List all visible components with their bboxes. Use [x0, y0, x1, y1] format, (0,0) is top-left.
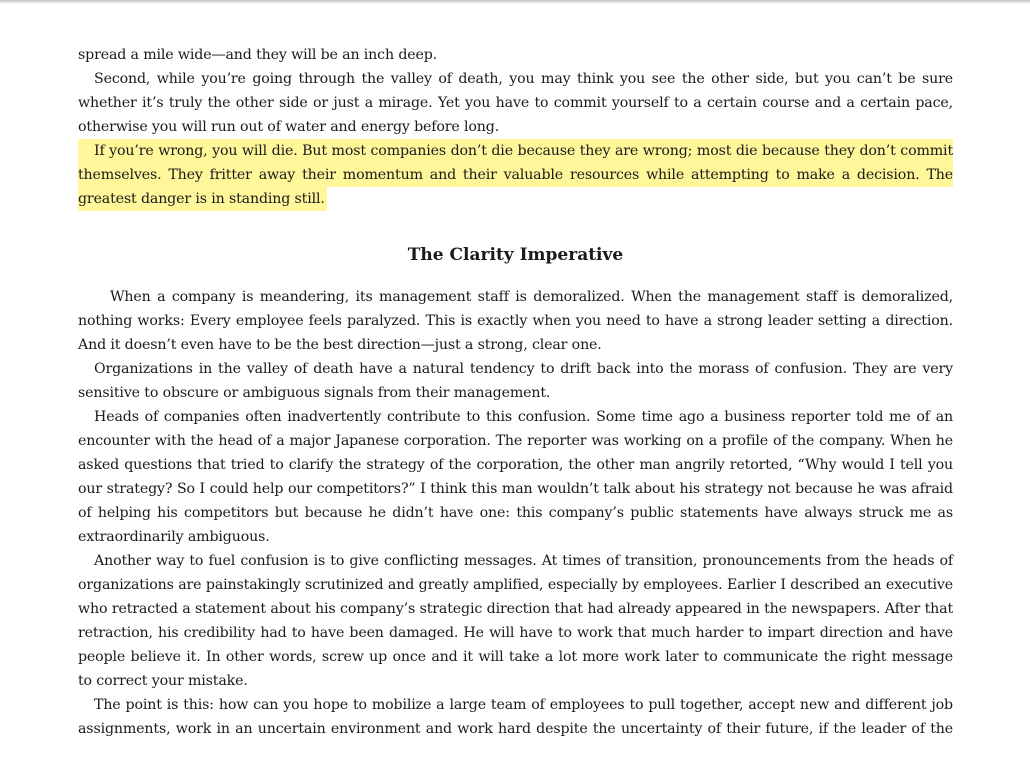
paragraph — [78, 693, 953, 741]
text-line: whether it’s truly the other side or just a mirage. Yet you have to commit yourself to a certain course and a certain pace, — [78, 95, 953, 111]
document-page — [78, 43, 953, 741]
text-line: asked questions that tried to clarify the strategy of the corporation, the other man angrily retorted, “Why would I tell you — [78, 457, 953, 473]
paragraph — [78, 67, 953, 139]
paragraph — [78, 43, 953, 67]
text-line: themselves. They fritter away their momentum and their valuable resources while attempting to make a decision. The — [78, 163, 953, 187]
text-line: Organizations in the valley of death have a natural tendency to drift back into the morass of confusion. They are very — [94, 361, 953, 377]
text-line-wrapper — [78, 187, 953, 211]
text-line: who retracted a statement about his company’s strategic direction that had already appeared in the newspapers. After that — [78, 601, 953, 617]
paragraph — [78, 405, 953, 549]
paragraph — [78, 285, 953, 357]
text-line: Another way to fuel confusion is to give conflicting messages. At times of transition, pronouncements from the heads of — [94, 553, 953, 569]
text-line: Second, while you’re going through the valley of death, you may think you see the other side, but you can’t be sure — [94, 71, 953, 87]
highlighted-paragraph — [78, 139, 953, 211]
text-line: The point is this: how can you hope to mobilize a large team of employees to pull together, accept new and different job — [94, 697, 953, 713]
text-line: If you’re wrong, you will die. But most companies don’t die because they are wrong; most die because they don’t commit — [78, 139, 953, 163]
text-line: retraction, his credibility had to have been damaged. He will have to work that much harder to impart direction and have — [78, 625, 953, 641]
text-line: people believe it. In other words, screw up once and it will take a lot more work later to communicate the right message — [78, 649, 953, 665]
text-line: of helping his competitors but because he didn’t have one: this company’s public statements have always struck me as — [78, 505, 953, 521]
text-line: nothing works: Every employee feels paralyzed. This is exactly when you need to have a strong leader setting a direction. — [78, 313, 953, 329]
text-line: sensitive to obscure or ambiguous signals from their management. — [78, 385, 551, 401]
text-line: And it doesn’t even have to be the best direction—just a strong, clear one. — [78, 337, 602, 353]
section-heading: The Clarity Imperative — [407, 245, 624, 265]
text-line: When a company is meandering, its management staff is demoralized. When the management staff is demoralized, — [110, 289, 953, 305]
window-top-edge — [0, 0, 1030, 4]
text-line: our strategy? So I could help our competitors?” I think this man wouldn’t talk about his strategy not because he was afraid — [78, 481, 953, 497]
text-line: assignments, work in an uncertain environment and work hard despite the uncertainty of their future, if the leader of the — [78, 721, 953, 737]
text-block-bottom — [78, 285, 953, 741]
paragraph — [78, 357, 953, 405]
text-block-top — [78, 43, 953, 211]
text-line: spread a mile wide—and they will be an inch deep. — [78, 47, 438, 63]
text-line: encounter with the head of a major Japanese corporation. The reporter was working on a profile of the company. When he — [78, 433, 953, 449]
text-line: otherwise you will run out of water and energy before long. — [78, 119, 500, 135]
highlight-mark: greatest danger is in standing still. — [78, 187, 327, 211]
text-line: organizations are painstakingly scrutinized and greatly amplified, especially by employees. Earlier I described an executive — [78, 577, 953, 593]
text-line: extraordinarily ambiguous. — [78, 529, 270, 545]
text-line: to correct your mistake. — [78, 673, 248, 689]
text-line: Heads of companies often inadvertently contribute to this confusion. Some time ago a business reporter told me of an — [94, 409, 953, 425]
paragraph — [78, 549, 953, 693]
